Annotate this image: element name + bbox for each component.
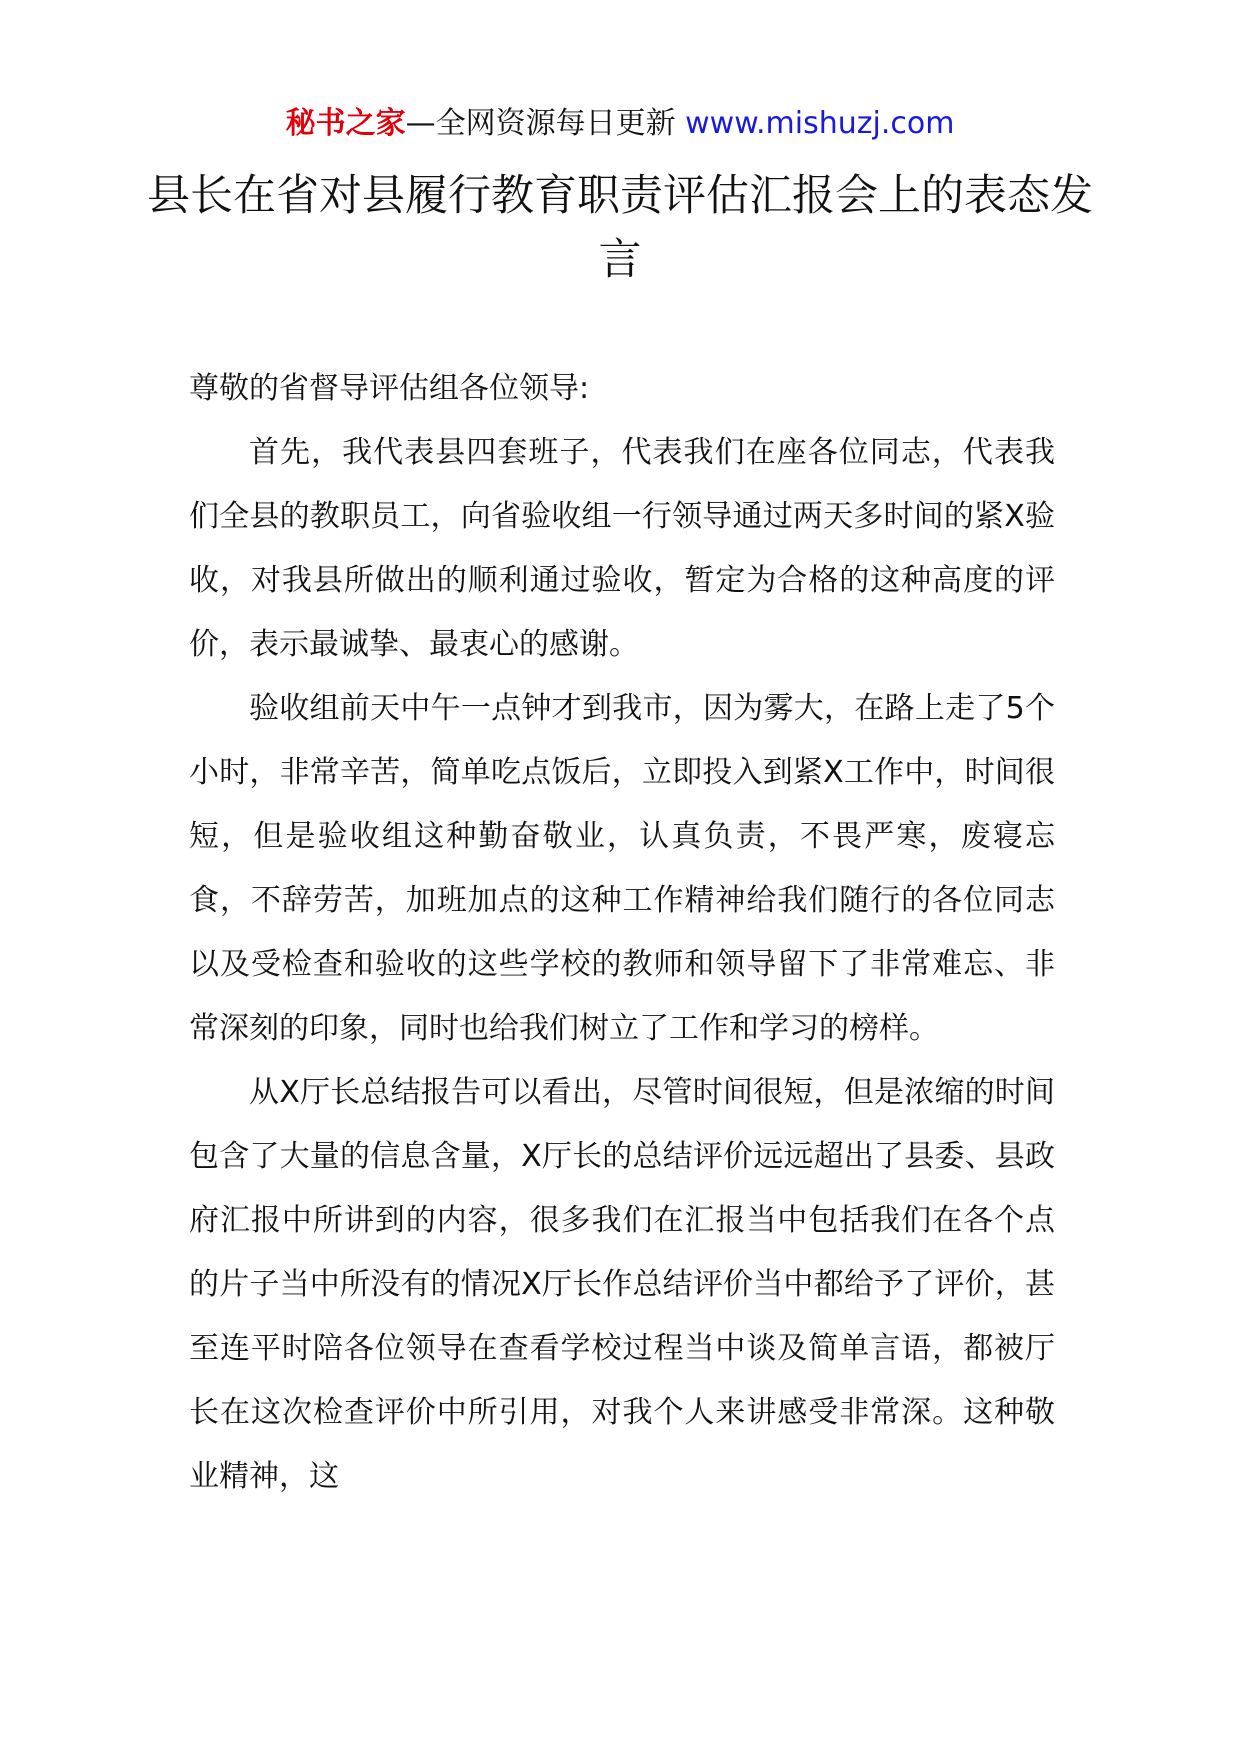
site-url-link[interactable]: www.mishuzj.com	[685, 106, 955, 141]
paragraph-1: 首先，我代表县四套班子，代表我们在座各位同志，代表我们全县的教职员工，向省验收组一行领导通过两天多时间的紧X验收，对我县所做出的顺利通过验收，暂定为合格的这种高度的评价，表示最诚挚、最衷心的感谢。	[189, 435, 1055, 662]
site-tagline: —全网资源每日更新	[405, 106, 676, 141]
paragraph-2: 验收组前天中午一点钟才到我市，因为雾大，在路上走了5个小时，非常辛苦，简单吃点饭后，立即投入到紧X工作中，时间很短，但是验收组这种勤奋敬业，认真负责，不畏严寒，废寝忘食，不辞劳苦，加班加点的这种工作精神给我们随行的各位同志以及受检查和验收的这些学校的教师和领导留下了非常难忘、非常深刻的印象，同时也给我们树立了工作和学习的榜样。	[189, 691, 1055, 1046]
document-title: 县长在省对县履行教育职责评估汇报会上的表态发言	[147, 171, 1093, 285]
site-brand: 秘书之家	[285, 106, 406, 141]
salutation: 尊敬的省督导评估组各位领导:	[189, 371, 590, 406]
document-body	[189, 357, 1055, 1509]
paragraph-3: 从X厅长总结报告可以看出，尽管时间很短，但是浓缩的时间包含了大量的信息含量，X厅长的总结评价远远超出了县委、县政府汇报中所讲到的内容，很多我们在汇报当中包括我们在各个点的片子当中所没有的情况X厅长作总结评价当中都给予了评价，甚至连平时陪各位领导在查看学校过程当中谈及简单言语，都被厅长在这次检查评价中所引用，对我个人来讲感受非常深。这种敬业精神，这	[189, 1075, 1055, 1494]
site-header	[0, 104, 1240, 144]
